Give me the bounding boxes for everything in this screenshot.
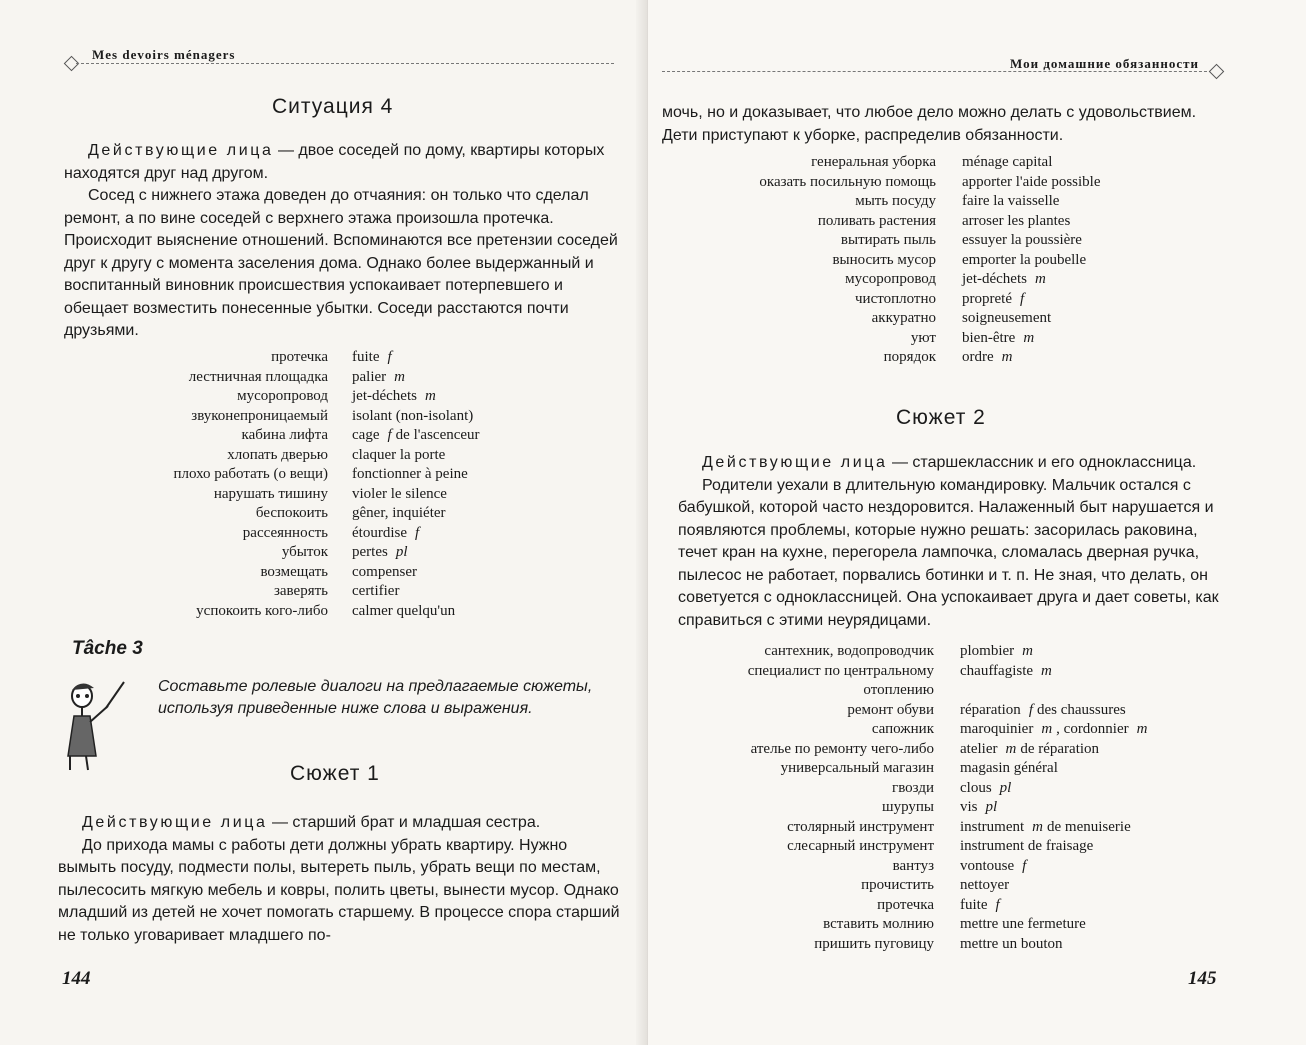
vocab-gender: m: [1023, 329, 1035, 346]
vocab-russian: уют: [910, 329, 936, 346]
task-instruction: Составьте ролевые диалоги на предлагаемые сюжеты, используя приведенные ниже слова и выражения.: [158, 678, 593, 717]
lead-spaced: Действующие лица: [702, 454, 888, 471]
lead-rest: — старший брат и младшая сестра.: [267, 814, 541, 831]
vocab-row: [0, 466, 648, 486]
vocab-term: chauffagiste: [960, 662, 1034, 679]
subject1-text: [58, 812, 624, 947]
vocab-term: essuyer la poussière: [962, 232, 1082, 248]
vocab-row: [0, 486, 648, 506]
vocab-french: [352, 466, 468, 483]
vocab-row: [648, 721, 1306, 741]
vocab-row: [648, 916, 1306, 936]
vocab-russian: выносить мусор: [832, 251, 936, 268]
vocab-russian: отоплению: [863, 682, 934, 698]
vocab-russian: протечка: [271, 349, 328, 365]
vocab-gender: m: [1034, 271, 1046, 287]
vocab-row: [648, 349, 1306, 369]
vocab-gender: m: [1005, 740, 1017, 757]
vocab-term: palier: [352, 368, 387, 385]
lead-spaced: Действующие лица: [88, 142, 274, 159]
vocab-russian: лестничная площадка: [188, 368, 328, 385]
vocab-term: magasin général: [960, 760, 1058, 776]
vocab-list-subject2: [648, 643, 1306, 955]
vocab-french: [352, 408, 473, 425]
vocab-row: [0, 408, 648, 428]
vocab-term: instrument de fraisage: [960, 838, 1094, 854]
vocab-french: [352, 427, 480, 444]
vocab-russian: мыть посуду: [855, 193, 936, 209]
vocab-french: [352, 525, 423, 542]
running-head-left: Mes devoirs ménagers: [92, 47, 236, 62]
vocab-row: [648, 760, 1306, 780]
vocab-term: faire la vaisselle: [962, 193, 1060, 209]
vocab-gender: pl: [985, 799, 998, 815]
vocab-term: , cordonnier: [1056, 721, 1129, 737]
vocab-gender: f: [387, 427, 392, 443]
vocab-russian: аккуратно: [871, 310, 936, 326]
vocab-term: instrument: [960, 818, 1025, 835]
vocab-french: [960, 702, 1126, 719]
vocab-russian: протечка: [877, 896, 934, 913]
vocab-row: [648, 193, 1306, 213]
vocab-french: [352, 447, 445, 464]
vocab-russian: заверять: [273, 583, 328, 599]
vocab-gender: f: [387, 349, 392, 365]
vocab-french: [960, 799, 1001, 816]
vocab-russian: порядок: [883, 349, 936, 365]
vocab-row: [648, 271, 1306, 291]
vocab-french: [960, 741, 1099, 758]
vocab-french: [352, 564, 417, 581]
continuation-paragraph: мочь, но и доказывает, что любое дело можно делать с удовольствием. Дети приступают к уборке, распределив обязанности.: [662, 104, 1197, 144]
vocab-row: [648, 682, 1306, 702]
vocab-term: claquer la porte: [352, 446, 446, 463]
vocab-term: des chaussures: [1036, 701, 1126, 718]
vocab-french: [962, 174, 1101, 191]
vocab-french: [960, 858, 1030, 875]
vocab-french: [960, 877, 1009, 894]
vocab-row: [0, 564, 648, 584]
vocab-french: [962, 349, 1017, 366]
vocab-list-situation: [0, 349, 648, 622]
vocab-term: soigneusement: [962, 310, 1052, 326]
vocab-gender: m: [1041, 662, 1052, 679]
vocab-gender: m: [1041, 721, 1053, 737]
vocab-row: [0, 349, 648, 369]
vocab-row: [0, 603, 648, 623]
situation-title: Ситуация 4: [272, 95, 394, 118]
vocab-term: ménage capital: [962, 154, 1053, 170]
vocab-russian: плохо работать (о вещи): [173, 466, 328, 482]
subject1-paragraph: До прихода мамы с работы дети должны убрать квартиру. Нужно вымыть посуду, подмести полы, вытереть пыль, убрать вещи по местам, пылесосить мягкую мебель и ковры, полить цветы, вынести мусор. Однако младший из детей не хочет помогать старшему. В процессе спора старший не только уговаривает младшего по-: [58, 836, 620, 944]
vocab-term: compenser: [352, 563, 417, 580]
continuation-text: [662, 102, 1228, 147]
vocab-russian: чистоплотно: [855, 290, 936, 307]
vocab-russian: слесарный инструмент: [787, 838, 934, 854]
vocab-row: [0, 544, 648, 564]
subject2-title: Сюжет 2: [896, 406, 986, 429]
task-heading: Tâche 3: [72, 638, 143, 659]
lead-spaced: Действующие лица: [82, 814, 268, 831]
vocab-term: étourdise: [352, 524, 407, 541]
vocab-term: de l'ascenceur: [395, 427, 480, 443]
vocab-row: [0, 583, 648, 603]
vocab-russian: нарушать тишину: [213, 485, 328, 502]
vocab-russian: генеральная уборка: [811, 154, 936, 170]
vocab-gender: f: [1019, 290, 1025, 307]
vocab-list-subject1: [648, 154, 1306, 369]
vocab-term: mettre une fermeture: [960, 916, 1086, 932]
vocab-russian: возмещать: [260, 563, 328, 580]
vocab-row: [648, 877, 1306, 897]
vocab-row: [0, 369, 648, 389]
vocab-gender: pl: [999, 779, 1012, 796]
subject2-paragraph: Родители уехали в длительную командировку. Мальчик остался с бабушкой, которой часто нездоровится. Налаженный быт нарушается и появляются проблемы, которые нужно решать: засорилась раковина, течет кран на кухне, перегорела лампочка, сломалась дверная ручка, пылесос не работает, порвались ботинки и т. п. Не зная, что делать, он советуется с одноклассницей. Она успокаивает друга и дает советы, как справиться с этими неурядицами.: [678, 476, 1219, 629]
vocab-french: [960, 721, 1151, 738]
vocab-french: [352, 544, 412, 561]
vocab-row: [0, 388, 648, 408]
vocab-french: [352, 603, 455, 620]
vocab-russian: гвозди: [892, 779, 934, 796]
running-head-right: Мои домашние обязанности: [1010, 56, 1199, 71]
subject1-title: Сюжет 1: [290, 762, 380, 785]
vocab-russian: ателье по ремонту чего-либо: [750, 740, 934, 757]
vocab-term: plombier: [960, 643, 1015, 659]
vocab-term: fonctionner à peine: [352, 466, 468, 482]
lead-rest: — двое соседей по дому, квартиры которых находятся друг над другом.: [64, 142, 605, 182]
vocab-gender: m: [1136, 721, 1148, 737]
vocab-row: [648, 232, 1306, 252]
vocab-term: emporter la poubelle: [962, 251, 1087, 268]
vocab-gender: m: [1001, 349, 1013, 365]
vocab-term: arroser les plantes: [962, 212, 1071, 229]
vocab-russian: успокоить кого-либо: [196, 602, 328, 619]
vocab-gender: f: [1022, 857, 1027, 874]
vocab-french: [352, 349, 396, 366]
vocab-french: [962, 252, 1086, 269]
vocab-russian: кабина лифта: [241, 427, 328, 443]
right-page: [648, 0, 1306, 1045]
vocab-french: [962, 291, 1028, 308]
vocab-french: [962, 232, 1082, 249]
vocab-term: nettoyer: [960, 877, 1010, 893]
vocab-russian: мусоропровод: [237, 388, 328, 404]
vocab-russian: оказать посильную помощь: [759, 173, 936, 190]
vocab-gender: f: [1028, 701, 1033, 718]
vocab-term: bien-être: [962, 329, 1016, 346]
situation-text: [64, 140, 624, 343]
vocab-term: violer le silence: [352, 485, 447, 502]
vocab-french: [352, 505, 446, 522]
vocab-row: [648, 330, 1306, 350]
vocab-french: [960, 663, 1056, 680]
vocab-russian: рассеянность: [242, 524, 328, 541]
vocab-french: [960, 916, 1086, 933]
vocab-row: [648, 936, 1306, 956]
vocab-term: propreté: [962, 290, 1012, 307]
vocab-term: jet-déchets: [962, 271, 1027, 287]
vocab-row: [648, 780, 1306, 800]
vocab-french: [352, 388, 440, 405]
vocab-russian: вставить молнию: [823, 916, 934, 932]
vocab-term: fuite: [960, 896, 988, 913]
vocab-row: [648, 897, 1306, 917]
vocab-term: pertes: [352, 544, 388, 560]
vocab-russian: прочистить: [861, 877, 934, 893]
vocab-term: mettre un bouton: [960, 935, 1063, 952]
lead-rest: — старшеклассник и его одноклассница.: [887, 454, 1197, 471]
vocab-french: [962, 330, 1038, 347]
vocab-row: [648, 310, 1306, 330]
vocab-gender: m: [1022, 643, 1033, 659]
page-number-left: 144: [62, 968, 91, 989]
vocab-russian: ремонт обуви: [847, 701, 934, 718]
vocab-term: atelier: [960, 740, 998, 757]
vocab-french: [962, 213, 1070, 230]
subject2-text: [678, 452, 1226, 632]
vocab-term: vontouse: [960, 857, 1015, 874]
vocab-russian: поливать растения: [817, 212, 936, 229]
vocab-term: maroquinier: [960, 721, 1034, 737]
vocab-russian: беспокоить: [255, 505, 328, 521]
vocab-russian: убыток: [281, 544, 328, 560]
vocab-french: [960, 760, 1058, 777]
vocab-french: [352, 369, 409, 386]
vocab-term: clous: [960, 779, 992, 796]
vocab-russian: универсальный магазин: [780, 760, 934, 776]
vocab-gender: f: [995, 896, 1000, 913]
vocab-row: [0, 525, 648, 545]
vocab-french: [960, 936, 1062, 953]
teacher-pointer-icon: [56, 676, 128, 772]
vocab-row: [648, 663, 1306, 683]
vocab-russian: сантехник, водопроводчик: [764, 643, 934, 659]
vocab-russian: хлопать дверью: [227, 446, 328, 463]
vocab-french: [962, 193, 1059, 210]
vocab-term: de menuiserie: [1047, 818, 1131, 835]
vocab-term: ordre: [962, 349, 994, 365]
left-page: [0, 0, 648, 1045]
vocab-french: [962, 154, 1052, 171]
vocab-row: [648, 291, 1306, 311]
vocab-term: certifier: [352, 583, 400, 599]
vocab-row: [648, 741, 1306, 761]
vocab-row: [648, 252, 1306, 272]
vocab-gender: m: [1032, 818, 1044, 835]
situation-paragraph: Сосед с нижнего этажа доведен до отчаяния: он только что сделал ремонт, а по вине соседей с верхнего этажа произошла протечка. Происходит выяснение отношений. Вспоминаются все претензии соседей друг к другу с момента заселения дома. Однако более выдержанный и воспитанный виновник происшествия успокаивает потерпевшего и обещает возместить понесенные убытки. Соседи расстаются почти друзьями.: [64, 187, 618, 339]
vocab-row: [648, 858, 1306, 878]
vocab-russian: мусоропровод: [845, 271, 936, 287]
ornament-diamond-icon: [1209, 64, 1225, 80]
vocab-french: [960, 897, 1004, 914]
vocab-french: [960, 838, 1093, 855]
vocab-gender: m: [394, 368, 405, 385]
vocab-row: [648, 154, 1306, 174]
vocab-french: [962, 271, 1050, 288]
vocab-french: [960, 643, 1037, 660]
vocab-french: [352, 583, 399, 600]
vocab-term: fuite: [352, 349, 380, 365]
vocab-russian: пришить пуговицу: [814, 935, 934, 952]
vocab-russian: вытирать пыль: [840, 232, 936, 248]
vocab-term: calmer quelqu'un: [352, 602, 456, 619]
vocab-french: [352, 486, 447, 503]
vocab-gender: pl: [395, 544, 408, 560]
vocab-term: réparation: [960, 701, 1021, 718]
vocab-row: [648, 213, 1306, 233]
vocab-row: [0, 447, 648, 467]
page-number-right: 145: [1188, 968, 1217, 989]
vocab-row: [0, 427, 648, 447]
vocab-russian: вантуз: [892, 857, 934, 874]
vocab-term: vis: [960, 799, 978, 815]
vocab-gender: f: [414, 524, 420, 541]
vocab-row: [648, 702, 1306, 722]
vocab-russian: звуконепроницаемый: [191, 407, 328, 424]
vocab-gender: m: [424, 388, 436, 404]
vocab-russian: сапожник: [871, 721, 934, 737]
vocab-row: [648, 643, 1306, 663]
vocab-term: apporter l'aide possible: [962, 173, 1101, 190]
header-rule: [76, 63, 614, 64]
vocab-russian: шурупы: [882, 799, 934, 815]
vocab-french: [960, 819, 1131, 836]
vocab-row: [648, 799, 1306, 819]
vocab-row: [0, 505, 648, 525]
vocab-row: [648, 174, 1306, 194]
vocab-term: de réparation: [1020, 740, 1100, 757]
vocab-term: isolant (non-isolant): [352, 407, 474, 424]
vocab-term: cage: [352, 427, 380, 443]
vocab-russian: специалист по центральному: [747, 662, 934, 679]
vocab-term: gêner, inquiéter: [352, 505, 446, 521]
vocab-term: jet-déchets: [352, 388, 417, 404]
vocab-row: [648, 819, 1306, 839]
vocab-french: [962, 310, 1051, 327]
vocab-french: [960, 780, 1015, 797]
vocab-row: [648, 838, 1306, 858]
vocab-russian: столярный инструмент: [787, 818, 934, 835]
